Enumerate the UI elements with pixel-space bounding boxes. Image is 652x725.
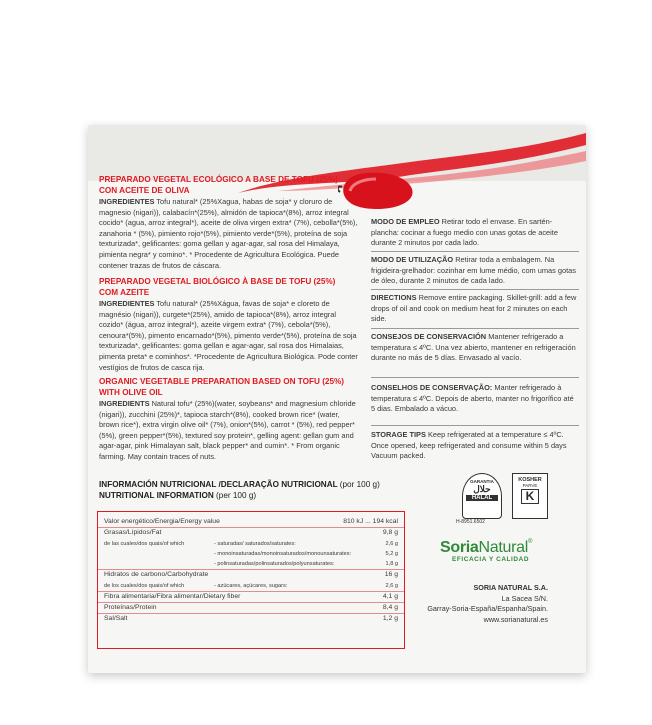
row-value: 8,4 g xyxy=(382,604,398,611)
en-ingredients xyxy=(99,399,361,463)
registered-icon: ® xyxy=(528,539,533,545)
address-line-1: La Sacea S/N. xyxy=(501,593,548,603)
usage-es xyxy=(371,217,579,249)
pt-ingredients-label: INGREDIENTES xyxy=(99,299,155,308)
logo-tagline: EFICACIA Y CALIDAD xyxy=(452,556,530,563)
company-address xyxy=(427,583,548,625)
pt-ingredients-text: Tofu natural* (25%Xágua, favas de soja* e cloreto de magnésio (nigari)), curgete*(25%), amido de tapioca*(8%), arroz integral cozido* (água, arroz integral*), azeite virgem extra* (7%), cebola*(5%), cenoura*(5%), pimento encarnado*(5%), pimento verde*(5%), proteína de soja texturizada*, gelificantes: goma gellan e agar-agar, sal rosa dos Himalaias, pimenta preta* e cominhos*. *Procedente de Agricultura Biológica. Pode conter vestígios de frutos de casca rija. xyxy=(99,299,358,372)
kosher-top: KOSHER xyxy=(518,477,542,483)
nutrition-per-2: (per 100 g) xyxy=(216,491,257,500)
table-row xyxy=(104,582,398,590)
storage-es-text: Mantener refrigerado a temperatura ≤ 4ºC. Una vez abierto, mantener en refrigeración durante no más de 5 días. Envasado al vacío. xyxy=(371,332,576,363)
es-ingredients xyxy=(99,197,361,271)
halal-mid: HALAL xyxy=(466,495,498,501)
row-subtype: - polinsaturadas/polinsaturados/polyunsaturates: xyxy=(214,561,335,567)
row-value: 2,6 g xyxy=(385,583,398,589)
divider xyxy=(371,289,579,290)
table-row xyxy=(104,604,398,612)
table-row xyxy=(104,540,398,548)
row-subtype: - monoinsaturadas/monoinsaturados/monounsaturates: xyxy=(214,551,352,557)
storage-pt xyxy=(371,383,579,415)
halal-badge xyxy=(462,473,502,519)
es-title: PREPARADO VEGETAL ECOLÓGICO A BASE DE TOFU (25%) CON ACEITE DE OLIVA xyxy=(99,175,338,195)
storage-pt-text: Manter refrigerado à temperatura ≤ 4ºC. Depois de aberto, manter no frigorífico até 5 dias. Embalado a vácuo. xyxy=(371,383,574,414)
halal-top: GARANTIA xyxy=(470,479,494,484)
row-value: 1,8 g xyxy=(385,561,398,567)
logo-natural: Natural xyxy=(478,539,529,556)
usage-pt-text: Retirar toda a embalagem. Na frigideira-grelhador: cozinhar em lume médio, com umas gotas de óleo, durante 2 minutos de cada lado. xyxy=(371,255,576,286)
row-label: Sal/Salt xyxy=(104,615,128,622)
pt-title: PREPARADO VEGETAL BIOLÓGICO À BASE DE TOFU (25%) COM AZEITE xyxy=(99,277,336,297)
table-divider xyxy=(98,527,404,528)
es-ingredients-label: INGREDIENTES xyxy=(99,197,155,206)
divider xyxy=(371,328,579,329)
nutrition-title-1 xyxy=(99,480,399,491)
table-divider xyxy=(98,613,404,614)
kosher-k-icon: K xyxy=(521,489,539,504)
row-label: Valor energético/Energia/Energy value xyxy=(104,518,220,525)
company-name: SORIA NATURAL S.A. xyxy=(473,583,548,592)
en-title: ORGANIC VEGETABLE PREPARATION BASED ON TOFU (25%) WITH OLIVE OIL xyxy=(99,377,345,397)
table-row xyxy=(104,593,398,601)
address-line-2: Garray-Soria-España/Espanha/Spain. xyxy=(427,604,548,614)
row-subtype: - saturadas/ saturados/saturates: xyxy=(214,541,296,547)
storage-es xyxy=(371,332,579,364)
storage-en-label: STORAGE TIPS xyxy=(371,430,426,439)
row-value: 5,2 g xyxy=(385,551,398,557)
kosher-mid: PARVE xyxy=(522,483,538,488)
divider xyxy=(371,377,579,378)
usage-pt xyxy=(371,255,579,287)
divider xyxy=(371,425,579,426)
en-ingredients-label: INGREDIENTS xyxy=(99,399,150,408)
logo-soria: Soria xyxy=(440,539,479,556)
storage-en xyxy=(371,430,579,462)
usage-es-text: Retirar todo el envase. En sartén-plancha: cocinar a fuego medio con unas gotas de aceite durante 2 minutos por cada lado. xyxy=(371,217,558,248)
row-value: 2,6 g xyxy=(385,541,398,547)
table-divider xyxy=(98,591,404,592)
nutrition-title-2-text: NUTRITIONAL INFORMATION xyxy=(99,491,214,500)
table-divider xyxy=(98,602,404,603)
halal-arabic-icon: حلال xyxy=(473,484,491,494)
divider xyxy=(371,251,579,252)
es-ingredients-text: Tofu natural* (25%Xagua, habas de soja* y cloruro de magnesio (nigari)), calabacín*(25%), almidón de tapioca*(8%), arroz integral cocido* (agua, arroz integral*), aceite de oliva virgen extra* (7%), cebolla*(5%), zanahoria * (5%), pimiento rojo*(5%), pimiento verde*(5%), proteína de soja texturizada*, gelificantes: goma gellan y agar-agar, sal rosa del Himalaya, pimienta negra* y comino*. * Procedente de Agricultura Ecológica. Puede contener trazas de frutos de cáscara. xyxy=(99,197,358,270)
row-value: 16 g xyxy=(384,571,398,578)
brand-logo xyxy=(440,539,560,563)
row-subtype: - azúcares, açúcares, sugars: xyxy=(214,583,288,589)
row-value: 4,1 g xyxy=(382,593,398,600)
kosher-badge xyxy=(512,473,548,519)
table-divider xyxy=(98,569,404,570)
package-back xyxy=(88,125,586,673)
nutrition-per-1: (por 100 g) xyxy=(339,480,380,489)
row-value: 810 kJ ... 194 kcal xyxy=(343,518,398,525)
row-label: de las cuales/dos quais/of which xyxy=(104,541,185,547)
table-row xyxy=(104,529,398,537)
storage-pt-label: CONSELHOS DE CONSERVAÇÃO: xyxy=(371,383,493,392)
table-row xyxy=(104,518,398,526)
usage-pt-label: MODO DE UTILIZAÇÃO xyxy=(371,255,454,264)
pt-ingredients xyxy=(99,299,361,373)
row-label: Grasas/Lípidos/Fat xyxy=(104,529,162,536)
row-label: Hidratos de carbono/Carbohydrate xyxy=(104,571,209,578)
storage-en-text: Keep refrigerated at a temperature ≤ 4ºC. Once opened, keep refrigerated and consume within 5 days Vacuum packed. xyxy=(371,430,567,461)
row-label: Proteínas/Protein xyxy=(104,604,157,611)
en-ingredients-text: Natural tofu* (25%)(water, soybeans* and magnesium chloride (nigari)), zucchini (25%)*, tapioca starch*(8%), cooked brown rice* (water, brown rice*), extra virgin olive oil* (7%), onion*(5%), carrot * (5%), red pepper*(5%), green pepper*(5%), textured soy protein*, gelling agent: gellan gum and agar-agar, pink Himalayan salt, black pepper* and cumin*. * From organic farming. May contain traces of nuts. xyxy=(99,399,356,461)
website: www.sorianatural.es xyxy=(483,614,548,624)
nutrition-title-2 xyxy=(99,491,399,502)
usage-en xyxy=(371,293,579,325)
usage-en-text: Remove entire packaging. Skillet-grill: add a few drops of oil and cook on medium heat for 2 minutes on each side. xyxy=(371,293,577,324)
usage-es-label: MODO DE EMPLEO xyxy=(371,217,440,226)
row-label: de los cuales/dos quais/of which xyxy=(104,583,185,589)
usage-en-label: DIRECTIONS xyxy=(371,293,417,302)
row-value: 9,8 g xyxy=(382,529,398,536)
nutrition-title-1-text: INFORMACIÓN NUTRICIONAL /DECLARAÇÃO NUTRICIONAL xyxy=(99,480,338,489)
row-value: 1,2 g xyxy=(382,615,398,622)
storage-es-label: CONSEJOS DE CONSERVACIÓN xyxy=(371,332,487,341)
table-row xyxy=(104,615,398,623)
row-label: Fibra alimentaria/Fibra alimentar/Dietary fiber xyxy=(104,593,241,600)
nutrition-table xyxy=(97,511,405,649)
halal-code: H-8951.6502 xyxy=(456,519,485,525)
table-row xyxy=(104,571,398,579)
